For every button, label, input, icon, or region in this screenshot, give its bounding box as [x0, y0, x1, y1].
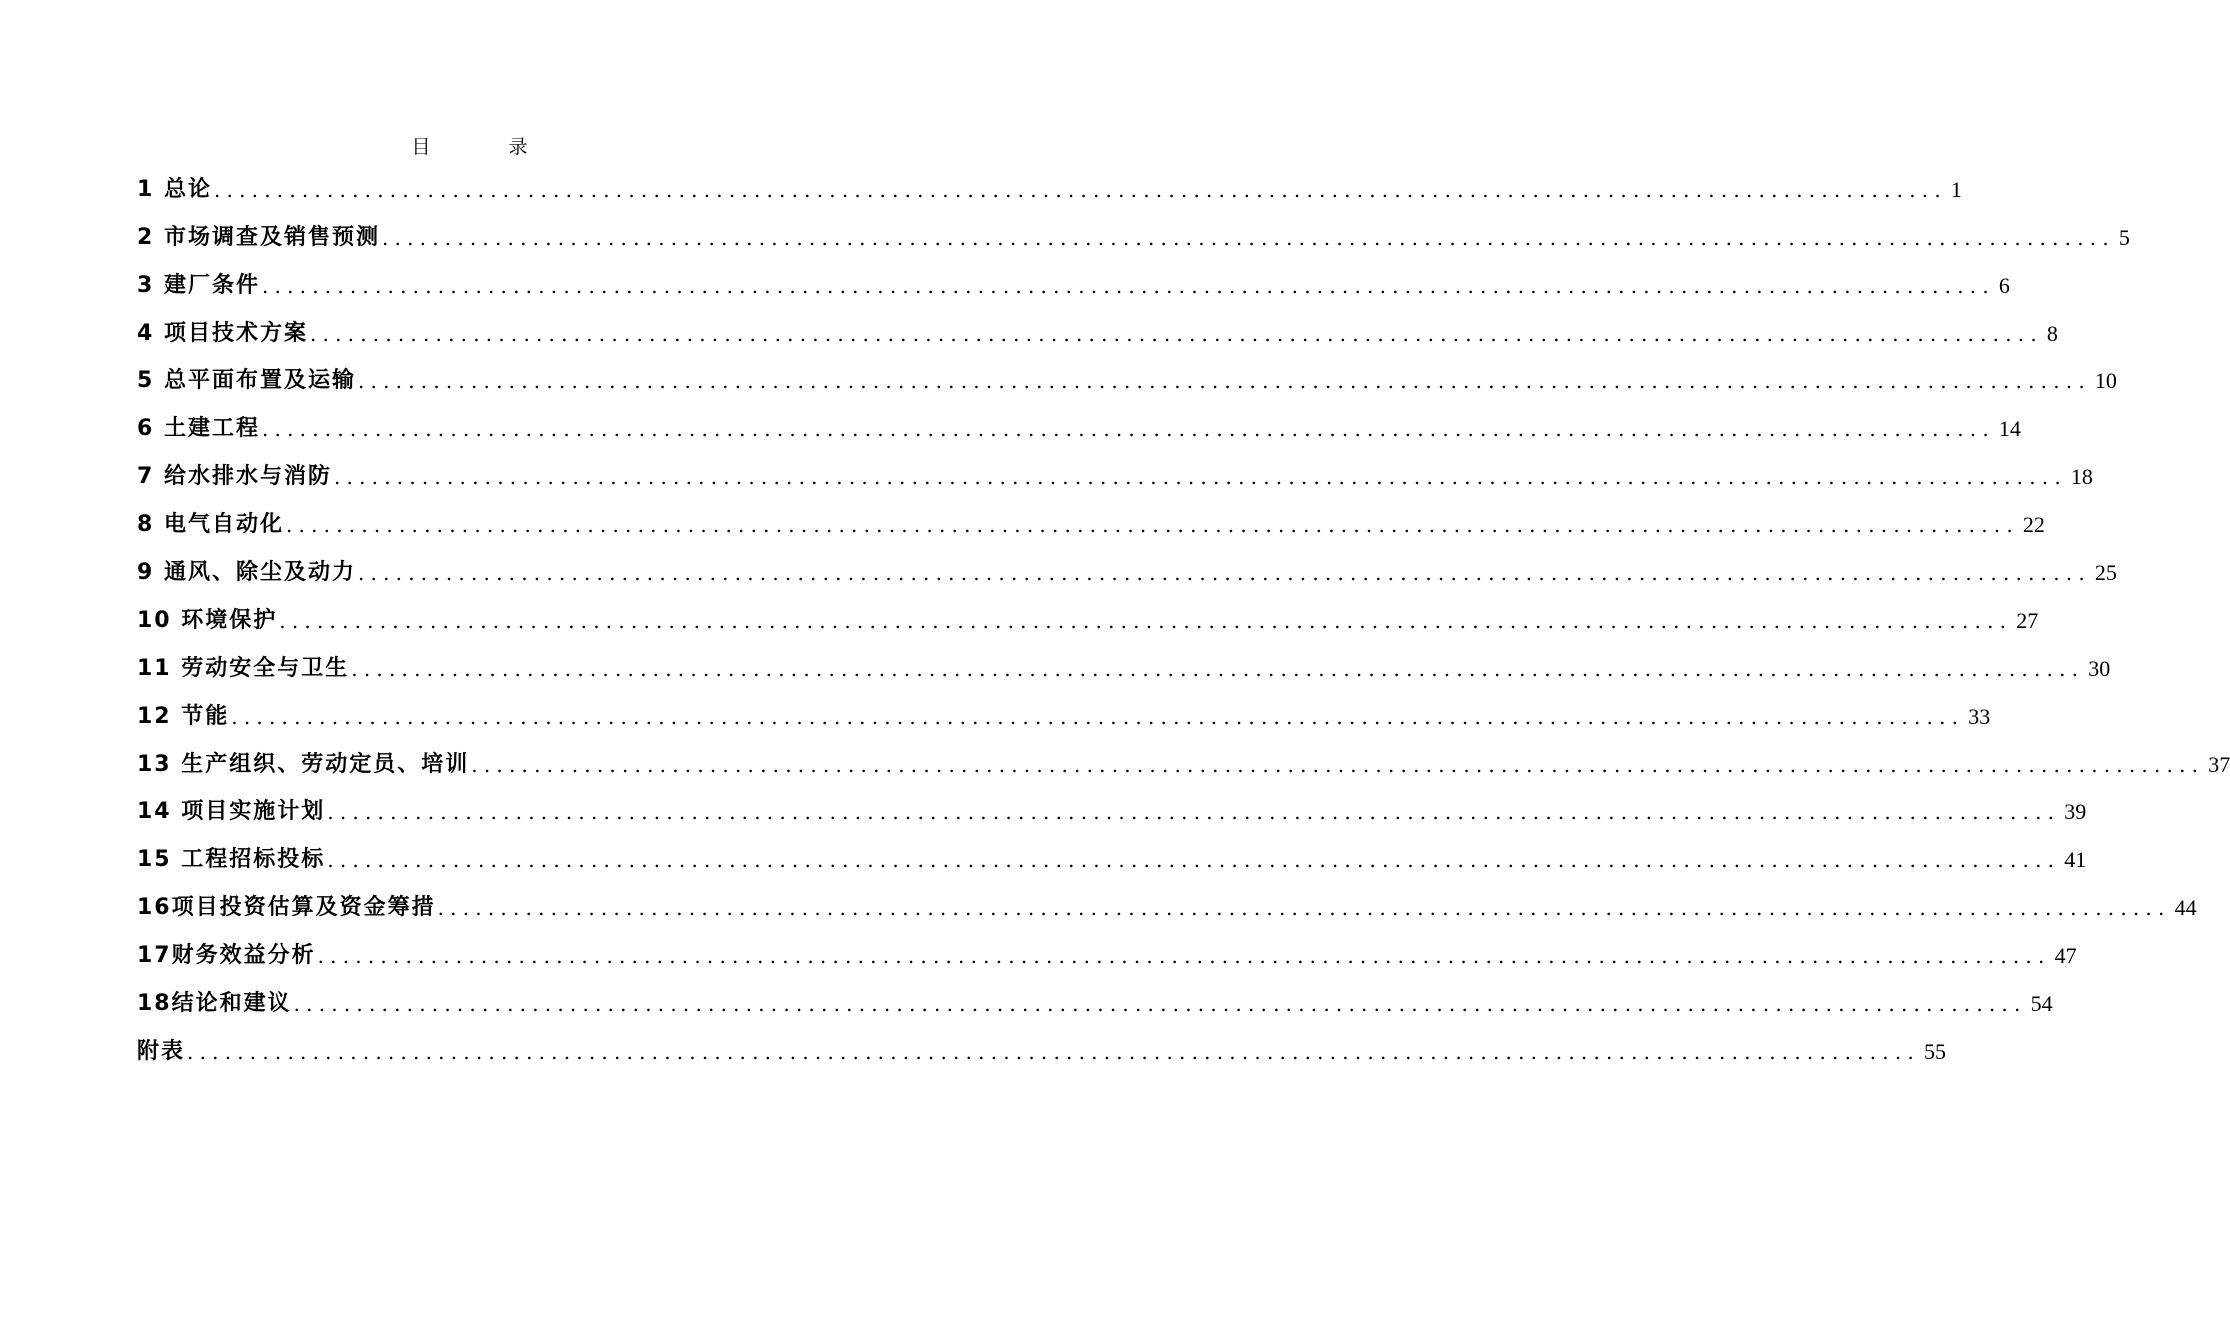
toc-entry-label: 11 劳动安全与卫生 [137, 655, 350, 681]
toc-leader: .......................................................................................................................................... [333, 465, 2067, 490]
toc-entry-page: 6 [1998, 272, 2010, 298]
toc-entry-label: 10 环境保护 [137, 607, 278, 633]
toc-leader: .......................................................................................................................................... [357, 369, 2091, 394]
toc-entry-10 [137, 597, 2039, 645]
toc-entry-label: 8 电气自动化 [137, 512, 284, 538]
toc-entry-appendix [137, 1028, 1946, 1076]
toc-entry-14 [137, 789, 2087, 837]
toc-entry-label: 3 建厂条件 [137, 272, 260, 298]
toc-entry-13 [137, 741, 2230, 789]
toc-leader: .......................................................................................................................................... [317, 944, 2051, 969]
toc-leader: .......................................................................................................................................... [285, 513, 2019, 538]
toc-entry-label: 13 生产组织、劳动定员、培训 [137, 751, 470, 777]
toc-entry-label: 12 节能 [137, 703, 230, 729]
toc-leader: .......................................................................................................................................... [187, 1039, 1920, 1064]
toc-entry-label: 6 土建工程 [137, 416, 260, 442]
toc-entry-page: 55 [1923, 1038, 1946, 1064]
toc-entry-page: 39 [2064, 799, 2087, 825]
toc-entry-label: 1 总论 [137, 176, 212, 202]
toc-entry-9 [137, 549, 2117, 597]
toc-entry-label: 9 通风、除尘及动力 [137, 560, 356, 586]
toc-entry-6 [137, 405, 2021, 453]
toc-leader: .......................................................................................................................................... [327, 848, 2061, 873]
toc-entry-page: 8 [2046, 320, 2058, 346]
toc-entry-label: 5 总平面布置及运输 [137, 368, 356, 394]
toc-leader: .......................................................................................................................................... [293, 992, 2027, 1017]
toc-leader: .......................................................................................................................................... [471, 752, 2205, 777]
toc-entry-label: 16项目投资估算及资金筹措 [137, 895, 436, 921]
toc-entry-8 [137, 501, 2045, 549]
toc-entry-12 [137, 693, 1991, 741]
toc-entry-label: 7 给水排水与消防 [137, 464, 332, 490]
toc-entry-page: 1 [1950, 176, 1962, 202]
toc-entry-label: 2 市场调查及销售预测 [137, 224, 380, 250]
toc-entry-18 [137, 980, 2053, 1028]
toc-entry-page: 14 [1998, 416, 2021, 442]
toc-entry-17 [137, 932, 2077, 980]
toc-entry-label: 4 项目技术方案 [137, 320, 308, 346]
toc-entry-page: 18 [2070, 464, 2093, 490]
toc-entry-11 [137, 645, 2111, 693]
toc-entry-page: 44 [2174, 895, 2197, 921]
toc-entry-page: 25 [2094, 560, 2117, 586]
toc-leader: .......................................................................................................................................... [381, 225, 2115, 250]
toc-entry-4 [137, 310, 2058, 358]
toc-entry-7 [137, 453, 2093, 501]
toc-leader: .......................................................................................................................................... [261, 417, 1995, 442]
toc-leader: .......................................................................................................................................... [327, 800, 2061, 825]
toc-entry-page: 41 [2064, 847, 2087, 873]
toc-entry-3 [137, 262, 2010, 310]
toc-leader: .......................................................................................................................................... [309, 321, 2043, 346]
toc-entry-label: 附表 [137, 1038, 186, 1064]
toc-entry-16 [137, 884, 2197, 932]
toc-leader: .......................................................................................................................................... [351, 656, 2085, 681]
toc-entry-1 [137, 166, 1962, 214]
toc-entry-label: 14 项目实施计划 [137, 799, 326, 825]
toc-list [137, 166, 2230, 1076]
toc-entry-page: 37 [2208, 751, 2230, 777]
toc-entry-label: 17财务效益分析 [137, 943, 316, 969]
toc-entry-page: 47 [2054, 943, 2077, 969]
toc-leader: .......................................................................................................................................... [279, 608, 2013, 633]
toc-leader: .......................................................................................................................................... [357, 561, 2091, 586]
toc-entry-page: 10 [2094, 368, 2117, 394]
toc-entry-page: 54 [2030, 991, 2053, 1017]
toc-leader: .......................................................................................................................................... [213, 177, 1947, 202]
toc-entry-page: 27 [2016, 607, 2039, 633]
toc-entry-2 [137, 214, 2130, 262]
toc-entry-label: 15 工程招标投标 [137, 847, 326, 873]
toc-entry-5 [137, 358, 2117, 406]
toc-entry-page: 22 [2022, 512, 2045, 538]
toc-entry-label: 18结论和建议 [137, 991, 292, 1017]
toc-leader: .......................................................................................................................................... [437, 896, 2171, 921]
toc-leader: .......................................................................................................................................... [231, 704, 1965, 729]
toc-entry-page: 30 [2088, 655, 2111, 681]
toc-entry-page: 5 [2118, 224, 2130, 250]
toc-entry-page: 33 [1968, 703, 1991, 729]
toc-title: 目 录 [411, 136, 564, 158]
toc-leader: .......................................................................................................................................... [261, 273, 1995, 298]
toc-entry-15 [137, 836, 2087, 884]
